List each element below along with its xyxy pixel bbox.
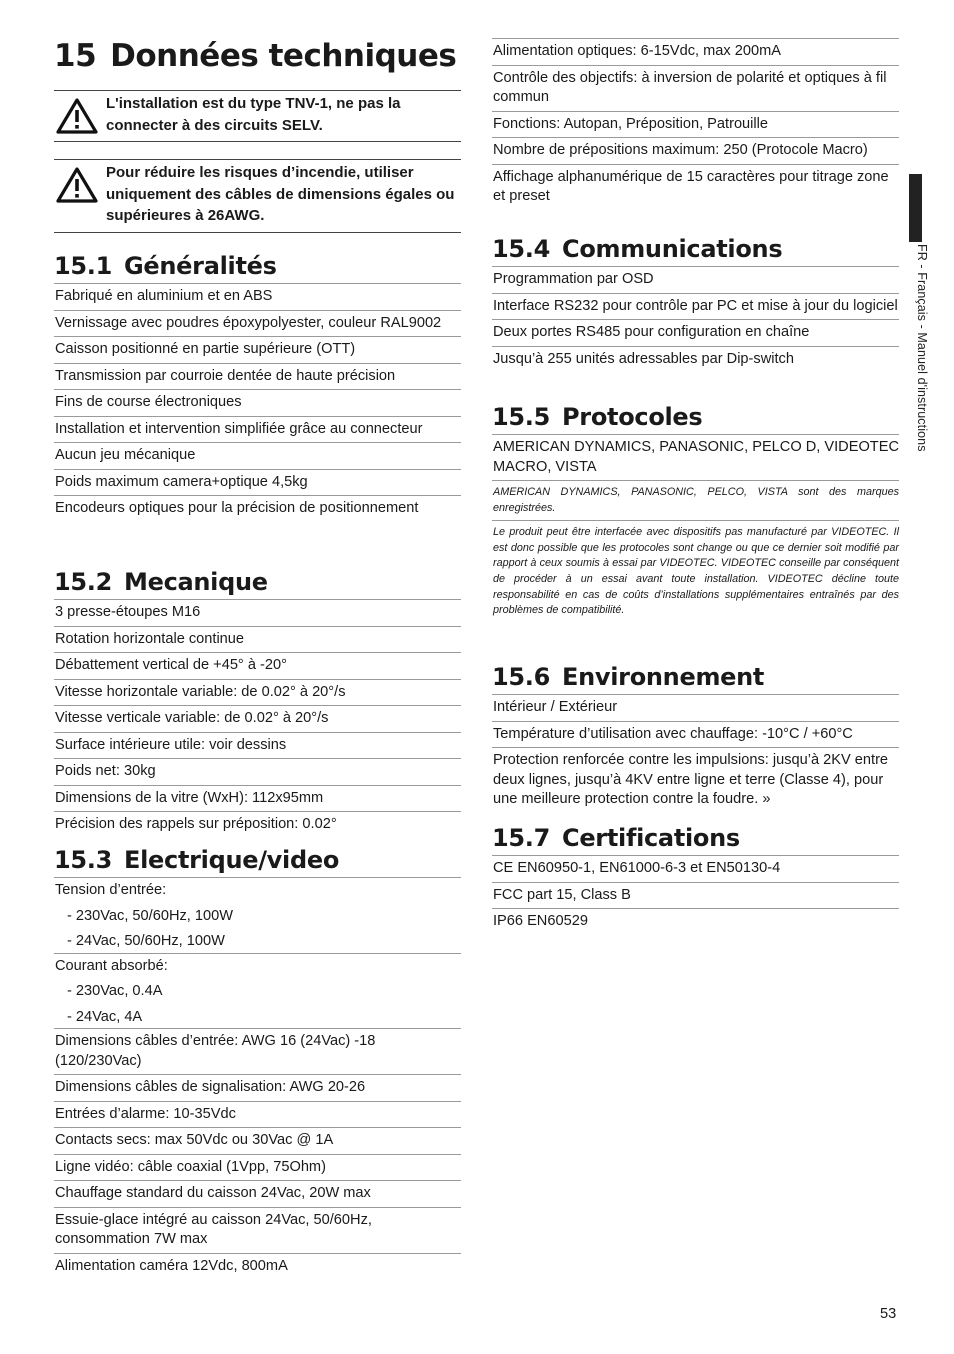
spec-row: Vitesse verticale variable: de 0.02° à 20°/s — [54, 706, 461, 733]
spec-row: Fonctions: Autopan, Préposition, Patrouille — [492, 112, 899, 139]
spec-row: Rotation horizontale continue — [54, 627, 461, 654]
section-number: 15.2 — [54, 568, 113, 596]
language-tab-marker — [909, 174, 922, 242]
section-number: 15.1 — [54, 252, 113, 280]
spec-row: Deux portes RS485 pour configuration en chaîne — [492, 320, 899, 347]
section-title: Protocoles — [562, 403, 703, 431]
warning-box-cables — [54, 159, 461, 233]
spec-row: Installation et intervention simplifiée grâce au connecteur — [54, 417, 461, 444]
spec-row: Dimensions câbles de signalisation: AWG 20-26 — [54, 1075, 461, 1102]
section-number: 15.5 — [492, 403, 551, 431]
spec-row: Aucun jeu mécanique — [54, 443, 461, 470]
section-heading — [492, 661, 899, 695]
spec-row: IP66 EN60529 — [493, 913, 588, 929]
warning-triangle-icon — [56, 166, 98, 204]
side-language-label: FR - Français - Manuel d'instructions — [915, 244, 929, 452]
section-number: 15.3 — [54, 846, 113, 874]
section-protocoles — [492, 401, 899, 623]
section-heading — [492, 233, 899, 267]
section-number: 15.4 — [492, 235, 551, 263]
section-title: Communications — [562, 235, 783, 263]
page-title — [54, 38, 456, 74]
section-electrique-continued — [492, 38, 899, 210]
section-number: 15.7 — [492, 824, 551, 852]
spec-subitem: - 230Vac, 0.4A — [67, 983, 163, 999]
warning-triangle-icon — [56, 97, 98, 135]
section-title: Environnement — [562, 663, 765, 691]
section-heading — [54, 250, 461, 284]
spec-row: Dimensions câbles d’entrée: AWG 16 (24Vac) -18 (120/230Vac) — [54, 1029, 461, 1075]
warning-text: L'installation est du type TNV-1, ne pas la connecter à des circuits SELV. — [106, 95, 401, 134]
spec-row: Programmation par OSD — [492, 267, 899, 294]
spec-label: Tension d’entrée: — [55, 882, 167, 898]
spec-row: FCC part 15, Class B — [492, 883, 899, 910]
section-title: Certifications — [562, 824, 740, 852]
spec-row: Vitesse horizontale variable: de 0.02° à 20°/s — [54, 680, 461, 707]
chapter-title: Données techniques — [110, 38, 457, 74]
section-communications — [492, 233, 899, 372]
warning-box-tnv — [54, 90, 461, 142]
spec-row: Caisson positionné en partie supérieure (OTT) — [54, 337, 461, 364]
chapter-number: 15 — [54, 38, 97, 74]
warning-text: Pour réduire les risques d’incendie, utiliser uniquement des câbles de dimensions égales ou supérieures à 26AWG. — [106, 164, 455, 224]
spec-row: Chauffage standard du caisson 24Vac, 20W max — [54, 1181, 461, 1208]
section-certifications — [492, 822, 899, 935]
spec-row: Ligne vidéo: câble coaxial (1Vpp, 75Ohm) — [54, 1155, 461, 1182]
trademark-note: AMERICAN DYNAMICS, PANASONIC, PELCO, VISTA sont des marques enregistrées. — [492, 481, 899, 521]
spec-row: Vernissage avec poudres époxypolyester, couleur RAL9002 — [54, 311, 461, 338]
section-electrique — [54, 844, 461, 1279]
spec-group-tension — [54, 878, 461, 954]
spec-subitem: - 24Vac, 4A — [67, 1008, 143, 1025]
compatibility-note: Le produit peut être interfacée avec dispositifs pas manufacturé par VIDEOTEC. Il est donc possible que les protocoles sont change ou que ce dernier soit modifié par rapport à ceux soumis à essai par VIDEOTEC. VIDEOTEC conseille par conséquent de procéder à un essai avant toute installation. VIDEOTEC décline toute responsabilité en cas de coûts d’installations supplémentaires entraînés par des problèmes de compatibilité. — [493, 526, 899, 617]
spec-row: Température d’utilisation avec chauffage: -10°C / +60°C — [492, 722, 899, 749]
spec-row: Fabriqué en aluminium et en ABS — [54, 284, 461, 311]
page-number: 53 — [880, 1306, 897, 1322]
spec-row: Débattement vertical de +45° à -20° — [54, 653, 461, 680]
spec-row: Interface RS232 pour contrôle par PC et mise à jour du logiciel — [492, 294, 899, 321]
spec-row: Jusqu’à 255 unités adressables par Dip-switch — [493, 350, 794, 367]
spec-label: Courant absorbé: — [55, 957, 168, 974]
section-title: Electrique/video — [124, 846, 340, 874]
section-title: Généralités — [124, 252, 277, 280]
section-generalites — [54, 250, 461, 522]
spec-row: Alimentation caméra 12Vdc, 800mA — [55, 1257, 288, 1274]
section-heading — [54, 566, 461, 600]
spec-row: Affichage alphanumérique de 15 caractères pour titrage zone et preset — [493, 168, 889, 204]
spec-group-courant — [54, 954, 461, 1030]
spec-row: 3 presse-étoupes M16 — [54, 600, 461, 627]
spec-row: Nombre de prépositions maximum: 250 (Protocole Macro) — [492, 138, 899, 165]
section-title: Mecanique — [124, 568, 268, 596]
spec-row: Poids maximum camera+optique 4,5kg — [54, 470, 461, 497]
section-mecanique — [54, 566, 461, 838]
spec-row: Contrôle des objectifs: à inversion de polarité et optiques à fil commun — [492, 66, 899, 112]
spec-row: AMERICAN DYNAMICS, PANASONIC, PELCO D, VIDEOTEC MACRO, VISTA — [492, 435, 899, 481]
spec-subitem: - 230Vac, 50/60Hz, 100W — [67, 907, 234, 924]
section-heading — [492, 822, 899, 856]
spec-row: Essuie-glace intégré au caisson 24Vac, 50/60Hz, consommation 7W max — [54, 1208, 461, 1254]
spec-row: Transmission par courroie dentée de haute précision — [54, 364, 461, 391]
spec-row: Dimensions de la vitre (WxH): 112x95mm — [54, 786, 461, 813]
spec-row: Contacts secs: max 50Vdc ou 30Vac @ 1A — [54, 1128, 461, 1155]
spec-row: Intérieur / Extérieur — [492, 695, 899, 722]
spec-row: Surface intérieure utile: voir dessins — [54, 733, 461, 760]
spec-row: Fins de course électroniques — [54, 390, 461, 417]
section-heading — [54, 844, 461, 878]
spec-row: CE EN60950-1, EN61000-6-3 et EN50130-4 — [492, 856, 899, 883]
spec-row: Protection renforcée contre les impulsions: jusqu’à 2KV entre deux lignes, jusqu’à 4KV entre ligne et terre (Classe 4), pour une meilleure protection contre la foudre. » — [493, 752, 889, 807]
section-environnement — [492, 661, 899, 813]
spec-subitem: - 24Vac, 50/60Hz, 100W — [67, 933, 225, 949]
spec-row: Alimentation optiques: 6-15Vdc, max 200mA — [492, 39, 899, 66]
section-heading — [492, 401, 899, 435]
spec-row: Poids net: 30kg — [54, 759, 461, 786]
spec-row: Précision des rappels sur préposition: 0.02° — [55, 816, 337, 832]
spec-row: Entrées d’alarme: 10-35Vdc — [54, 1102, 461, 1129]
spec-row: Encodeurs optiques pour la précision de positionnement — [55, 500, 419, 516]
section-number: 15.6 — [492, 663, 551, 691]
